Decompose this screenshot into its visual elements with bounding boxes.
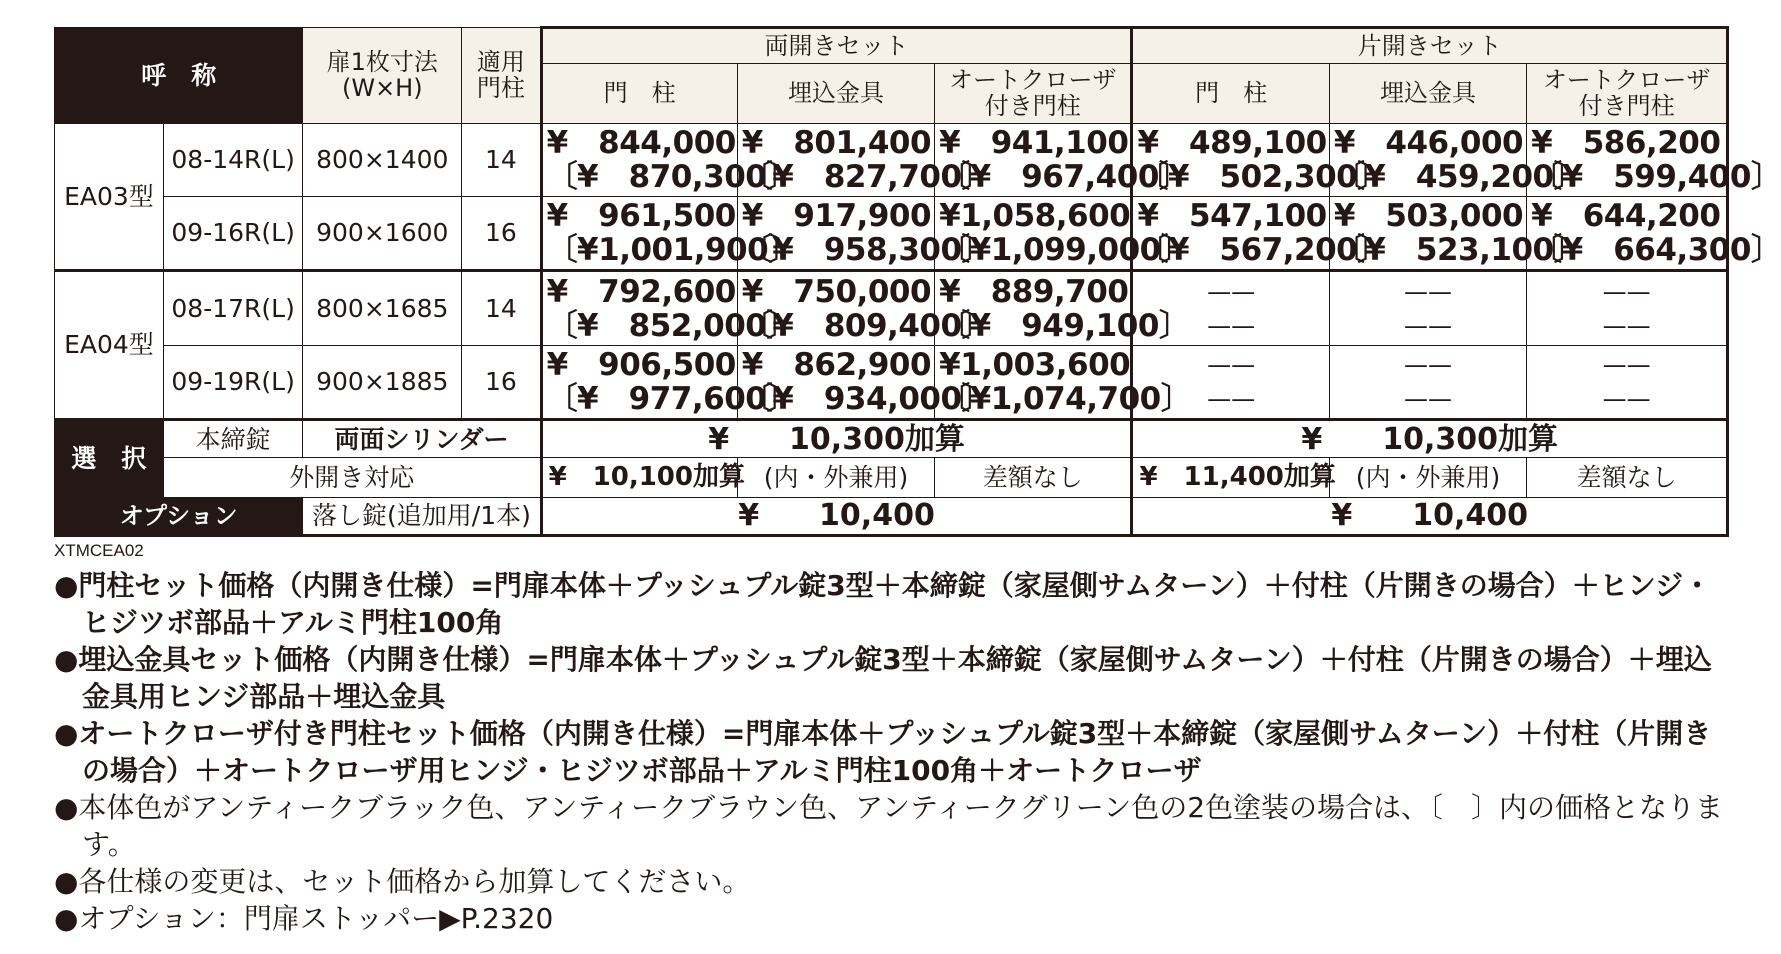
price-cell (935, 123, 1190, 196)
outward-single-auto: 差額なし (1527, 458, 1728, 497)
price-two-tone: 〔¥ 523,100〕 (1333, 232, 1585, 269)
price-two-tone: 〔¥1,099,000〕 (939, 232, 1192, 269)
dash: —— (1602, 277, 1651, 306)
lock-double-price: ¥ 10,300加算 (541, 420, 1132, 458)
price-standard: ¥ 862,900 (741, 346, 932, 383)
price-two-tone: 〔¥ 459,200〕 (1333, 158, 1585, 195)
header-single-auto (1527, 64, 1728, 124)
header-name: 呼 称 (55, 28, 303, 124)
code-cell: 09-19R(L) (163, 345, 303, 419)
header-double-set: 両開きセット (541, 28, 1132, 64)
option-item: 落し錠(追加用/1本) (303, 497, 541, 535)
price-standard: ¥ 586,200 (1531, 124, 1721, 161)
price-standard: ¥ 906,500 (546, 346, 736, 383)
dash: —— (1403, 311, 1452, 340)
note-item: ●本体色がアンティークブラック色、アンティークブラウン色、アンティークグリーン色の2色塗装の場合は、〔 〕内の価格となります。 (54, 791, 1724, 861)
price-cell (737, 196, 993, 270)
header-double-auto-line1: オートクローザ (949, 65, 1117, 94)
header-single-set: 片開きセット (1132, 28, 1728, 64)
price-cell (541, 345, 797, 419)
price-cell (1527, 196, 1781, 270)
code-cell: 09-16R(L) (163, 196, 303, 270)
header-post-line2: 門柱 (476, 74, 525, 103)
lock-single-price: ¥ 10,300加算 (1132, 420, 1728, 458)
header-door-size-label: 扉1枚寸法 (326, 47, 438, 76)
price-cell (1527, 123, 1781, 196)
option-label: オプション (55, 497, 303, 535)
code-cell: 08-17R(L) (163, 271, 303, 345)
price-cell (1132, 196, 1388, 270)
header-post-line1: 適用 (476, 47, 525, 76)
dash: —— (1602, 384, 1651, 413)
price-two-tone: 〔¥ 502,300〕 (1137, 158, 1388, 195)
outward-double-post: ¥ 10,100加算 (541, 458, 737, 497)
header-double-embed: 埋込金具 (737, 64, 934, 124)
price-two-tone: 〔¥1,001,900〕 (546, 232, 799, 269)
price-standard: ¥ 941,100 (939, 124, 1129, 161)
outward-single-embed: (内・外兼用) (1329, 458, 1526, 497)
price-standard: ¥ 489,100 (1137, 124, 1327, 161)
price-standard: ¥ 961,500 (546, 198, 736, 235)
price-cell (1132, 123, 1388, 196)
outward-label: 外開き対応 (163, 458, 541, 497)
dash: —— (1207, 277, 1256, 306)
price-two-tone: 〔¥ 599,400〕 (1531, 158, 1781, 195)
price-cell (1329, 196, 1585, 270)
price-standard: ¥ 889,700 (939, 273, 1129, 310)
notes-list (54, 567, 1734, 937)
price-two-tone: 〔¥ 934,000〕 (741, 380, 993, 417)
product-code: XTMCEA02 (54, 541, 144, 560)
note-item: ●オプション：門扉ストッパー▶P.2320 (54, 902, 554, 935)
post-cell: 16 (462, 196, 541, 270)
post-cell: 14 (462, 123, 541, 196)
price-standard: ¥ 750,000 (741, 273, 932, 310)
price-standard: ¥ 844,000 (546, 124, 736, 161)
price-two-tone: 〔¥ 809,400〕 (741, 307, 993, 344)
price-standard: ¥ 801,400 (741, 124, 932, 161)
price-cell (737, 345, 993, 419)
lock-label: 本締錠 (163, 420, 303, 458)
size-cell: 900×1885 (303, 345, 462, 419)
size-cell: 900×1600 (303, 196, 462, 270)
price-table (54, 26, 1781, 537)
note-item: ●埋込金具セット価格（内開き仕様）=門扉本体＋プッシュプル錠3型＋本締錠（家屋側サムターン）＋付柱（片開きの場合）＋埋込金具用ヒンジ部品＋埋込金具 (54, 643, 1712, 713)
header-single-auto-line2: 付き門柱 (1578, 92, 1675, 121)
dash: —— (1403, 350, 1452, 379)
price-two-tone: 〔¥ 827,700〕 (741, 158, 993, 195)
post-cell: 14 (462, 271, 541, 345)
header-door-size-unit: (W×H) (341, 74, 423, 103)
size-cell: 800×1685 (303, 271, 462, 345)
price-two-tone: 〔¥ 870,300〕 (546, 158, 797, 195)
price-two-tone: 〔¥ 977,600〕 (546, 380, 797, 417)
price-standard: ¥ 917,900 (741, 198, 932, 235)
dash: —— (1207, 384, 1256, 413)
note-item: ●門柱セット価格（内開き仕様）=門扉本体＋プッシュプル錠3型＋本締錠（家屋側サムターン）＋付柱（片開きの場合）＋ヒンジ・ヒジツボ部品＋アルミ門柱100角 (54, 569, 1712, 639)
not-available-cell (1527, 271, 1728, 345)
option-single-price: ¥ 10,400 (1132, 497, 1728, 535)
price-two-tone: 〔¥ 567,200〕 (1137, 232, 1388, 269)
header-door-size (303, 28, 462, 124)
price-cell (1329, 123, 1585, 196)
price-standard: ¥ 503,000 (1333, 198, 1524, 235)
dash: —— (1602, 350, 1651, 379)
selection-label: 選 択 (55, 420, 164, 498)
dash: —— (1602, 311, 1651, 340)
outward-double-embed: (内・外兼用) (737, 458, 934, 497)
note-item: ●各仕様の変更は、セット価格から加算してください。 (54, 865, 751, 898)
price-cell (541, 271, 797, 345)
price-cell (935, 271, 1190, 345)
price-standard: ¥1,058,600 (939, 198, 1131, 235)
price-cell (737, 123, 993, 196)
price-cell (541, 123, 797, 196)
price-standard: ¥ 446,000 (1333, 124, 1524, 161)
not-available-cell (1329, 271, 1526, 345)
header-post (462, 28, 541, 124)
header-single-post: 門 柱 (1132, 64, 1329, 124)
price-two-tone: 〔¥ 967,400〕 (939, 158, 1190, 195)
price-two-tone: 〔¥ 664,300〕 (1531, 232, 1781, 269)
header-double-auto (935, 64, 1132, 124)
model-ea04: EA04型 (55, 271, 164, 420)
outward-single-post: ¥ 11,400加算 (1132, 458, 1329, 497)
price-two-tone: 〔¥ 958,300〕 (741, 232, 993, 269)
note-item: ●オートクローザ付き門柱セット価格（内開き仕様）=門扉本体＋プッシュプル錠3型＋本締錠（家屋側サムターン）＋付柱（片開きの場合）＋オートクローザ用ヒンジ・ヒジツボ部品＋アルミ門柱100角＋オートクローザ (54, 717, 1712, 787)
code-cell: 08-14R(L) (163, 123, 303, 196)
not-available-cell (1329, 345, 1526, 419)
price-standard: ¥ 644,200 (1531, 198, 1721, 235)
header-double-auto-line2: 付き門柱 (984, 92, 1081, 121)
price-two-tone: 〔¥1,074,700〕 (939, 380, 1192, 417)
size-cell: 800×1400 (303, 123, 462, 196)
price-standard: ¥ 547,100 (1137, 198, 1327, 235)
post-cell: 16 (462, 345, 541, 419)
price-cell (737, 271, 993, 345)
dash: —— (1207, 350, 1256, 379)
price-two-tone: 〔¥ 949,100〕 (939, 307, 1190, 344)
price-two-tone: 〔¥ 852,000〕 (546, 307, 797, 344)
outward-double-auto: 差額なし (935, 458, 1132, 497)
dash: —— (1207, 311, 1256, 340)
header-double-post: 門 柱 (541, 64, 737, 124)
price-cell (541, 196, 799, 270)
header-single-auto-line1: オートクローザ (1542, 65, 1711, 94)
price-cell (935, 196, 1192, 270)
price-cell (935, 345, 1192, 419)
lock-type: 両面シリンダー (303, 420, 541, 458)
dash: —— (1403, 384, 1452, 413)
not-available-cell (1527, 345, 1728, 419)
price-standard: ¥1,003,600 (939, 346, 1131, 383)
price-standard: ¥ 792,600 (546, 273, 736, 310)
dash: —— (1403, 277, 1452, 306)
header-single-embed: 埋込金具 (1329, 64, 1526, 124)
option-double-price: ¥ 10,400 (541, 497, 1132, 535)
model-ea03: EA03型 (55, 123, 164, 271)
